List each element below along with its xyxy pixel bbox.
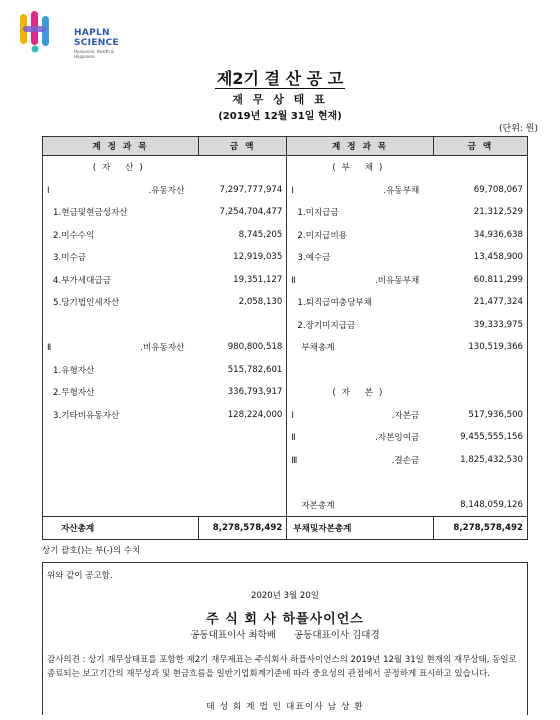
company-name: 주 식 회 사 하플사이언스 (206, 612, 364, 627)
right-account: 1.미지급금 (287, 201, 433, 224)
table-row (43, 336, 528, 359)
table-row (43, 179, 528, 202)
totals-row (43, 517, 528, 540)
right-account: Ⅲ.결손금 (287, 449, 433, 472)
right-account: 2.장기미지급금 (287, 314, 433, 337)
right-amount (433, 359, 527, 382)
table-row (43, 201, 528, 224)
logo-line1: HAPLN (74, 28, 110, 38)
left-account: 3.기타비유동자산 (43, 404, 199, 427)
left-account (43, 314, 199, 337)
header-amount-right: 금 액 (433, 137, 527, 156)
left-account (43, 426, 199, 449)
left-amount: 2,058,130 (198, 291, 286, 314)
statement-date: (2019년 12월 31일 현재) (218, 111, 342, 122)
right-amount: 8,148,059,126 (433, 494, 527, 517)
left-amount: 128,224,000 (198, 404, 286, 427)
right-amount: 39,333,975 (433, 314, 527, 337)
header-amount-left: 금 액 (198, 137, 286, 156)
logo-wordmark (74, 28, 119, 48)
right-account: Ⅰ.유동부채 (287, 179, 433, 202)
right-amount: 69,708,067 (433, 179, 527, 202)
notice-intro: 위와 같이 공고함. (47, 571, 113, 581)
table-row (43, 156, 528, 179)
right-amount: 1,825,432,530 (433, 449, 527, 472)
header-account-right: 계 정 과 목 (287, 137, 433, 156)
right-account: Ⅱ.자본잉여금 (287, 426, 433, 449)
table-row (43, 246, 528, 269)
left-account: 2.무형자산 (43, 381, 199, 404)
left-account: 1.현금및현금성자산 (43, 201, 199, 224)
table-row (43, 381, 528, 404)
left-amount: 19,351,127 (198, 269, 286, 292)
right-account: 자본총계 (287, 494, 433, 517)
left-amount: 515,782,601 (198, 359, 286, 382)
table-row (43, 449, 528, 472)
table-row (43, 314, 528, 337)
auditor-signature: 태 성 회 계 법 인 대표이사 남 상 환 (206, 702, 364, 712)
total-assets-value: 8,278,578,492 (198, 517, 286, 540)
table-row (43, 224, 528, 247)
table-row (43, 471, 528, 494)
left-amount: 7,297,777,974 (198, 179, 286, 202)
left-amount: 12,919,035 (198, 246, 286, 269)
right-amount: 13,458,900 (433, 246, 527, 269)
right-amount: 517,936,500 (433, 404, 527, 427)
left-account: (자 산) (43, 156, 199, 179)
total-liab-equity-label: 부채및자본총계 (287, 517, 433, 540)
right-amount (433, 471, 527, 494)
right-amount (433, 381, 527, 404)
logo-tagline: Hyaluronic Health & Happiness (74, 49, 115, 59)
right-account (287, 471, 433, 494)
table-row (43, 291, 528, 314)
left-amount: 980,800,518 (198, 336, 286, 359)
page-title (0, 66, 560, 89)
co-ceos: 공동대표이사 최학배 공동대표이사 김대경 (190, 630, 380, 641)
left-amount: 336,793,917 (198, 381, 286, 404)
table-row (43, 269, 528, 292)
unit-label: (단위: 원) (499, 124, 538, 134)
table-row (43, 404, 528, 427)
left-account (43, 449, 199, 472)
left-account (43, 471, 199, 494)
table-row (43, 359, 528, 382)
right-account: Ⅱ.비유동부채 (287, 269, 433, 292)
left-account: 5.당기법인세자산 (43, 291, 199, 314)
right-amount: 34,936,638 (433, 224, 527, 247)
notice-date: 2020년 3월 20일 (251, 591, 319, 601)
left-amount (198, 471, 286, 494)
right-account: Ⅰ.자본금 (287, 404, 433, 427)
balance-sheet-table (42, 136, 528, 540)
audit-opinion: 감사의견 : 상기 재무상태표를 포함한 제2기 재무제표는 주식회사 하플사이언스의 2019년 12월 31일 현재의 재무상태, 동일로 종료되는 보고기간의 재무성과 및 현금흐름을 일반기업회계기준에 따라 중요성의 관점에서 공정하게 표시하고 있습니다. (47, 655, 517, 679)
left-account: Ⅰ.유동자산 (43, 179, 199, 202)
left-account: 4.부가세대급금 (43, 269, 199, 292)
right-account (287, 359, 433, 382)
right-account: (자 본) (287, 381, 433, 404)
table-row (43, 494, 528, 517)
table-header-row (43, 137, 528, 156)
right-amount: 21,312,529 (433, 201, 527, 224)
right-amount: 130,519,366 (433, 336, 527, 359)
statement-subtitle: 재 무 상 태 표 (232, 93, 328, 106)
left-amount (198, 314, 286, 337)
right-account: 1.퇴직급여충당부채 (287, 291, 433, 314)
right-account: 2.미지급비용 (287, 224, 433, 247)
left-account: 2.미수수익 (43, 224, 199, 247)
hapln-science-logo (14, 8, 134, 59)
right-amount: 9,455,555,156 (433, 426, 527, 449)
right-amount: 60,811,299 (433, 269, 527, 292)
table-row (43, 426, 528, 449)
balance-sheet-body (43, 156, 528, 517)
right-amount (433, 156, 527, 179)
left-amount (198, 494, 286, 517)
left-amount (198, 426, 286, 449)
left-amount: 8,745,205 (198, 224, 286, 247)
right-account: (부 채) (287, 156, 433, 179)
page-title-text: 제2기 결 산 공 고 (216, 69, 344, 88)
left-amount (198, 156, 286, 179)
public-notice-box (42, 562, 528, 715)
left-account: 3.미수금 (43, 246, 199, 269)
hapln-logo-mark-icon (14, 8, 58, 54)
left-amount: 7,254,704,477 (198, 201, 286, 224)
left-account: 1.유형자산 (43, 359, 199, 382)
right-account: 3.예수금 (287, 246, 433, 269)
left-account: Ⅱ.비유동자산 (43, 336, 199, 359)
right-account: 부채총계 (287, 336, 433, 359)
total-liab-equity-value: 8,278,578,492 (433, 517, 527, 540)
left-amount (198, 449, 286, 472)
footnote: 상기 괄호()는 부(-)의 수치 (42, 546, 141, 556)
right-amount: 21,477,324 (433, 291, 527, 314)
total-assets-label: 자산총계 (43, 517, 199, 540)
header-account-left: 계 정 과 목 (43, 137, 199, 156)
logo-line2: SCIENCE (74, 38, 119, 48)
left-account (43, 494, 199, 517)
